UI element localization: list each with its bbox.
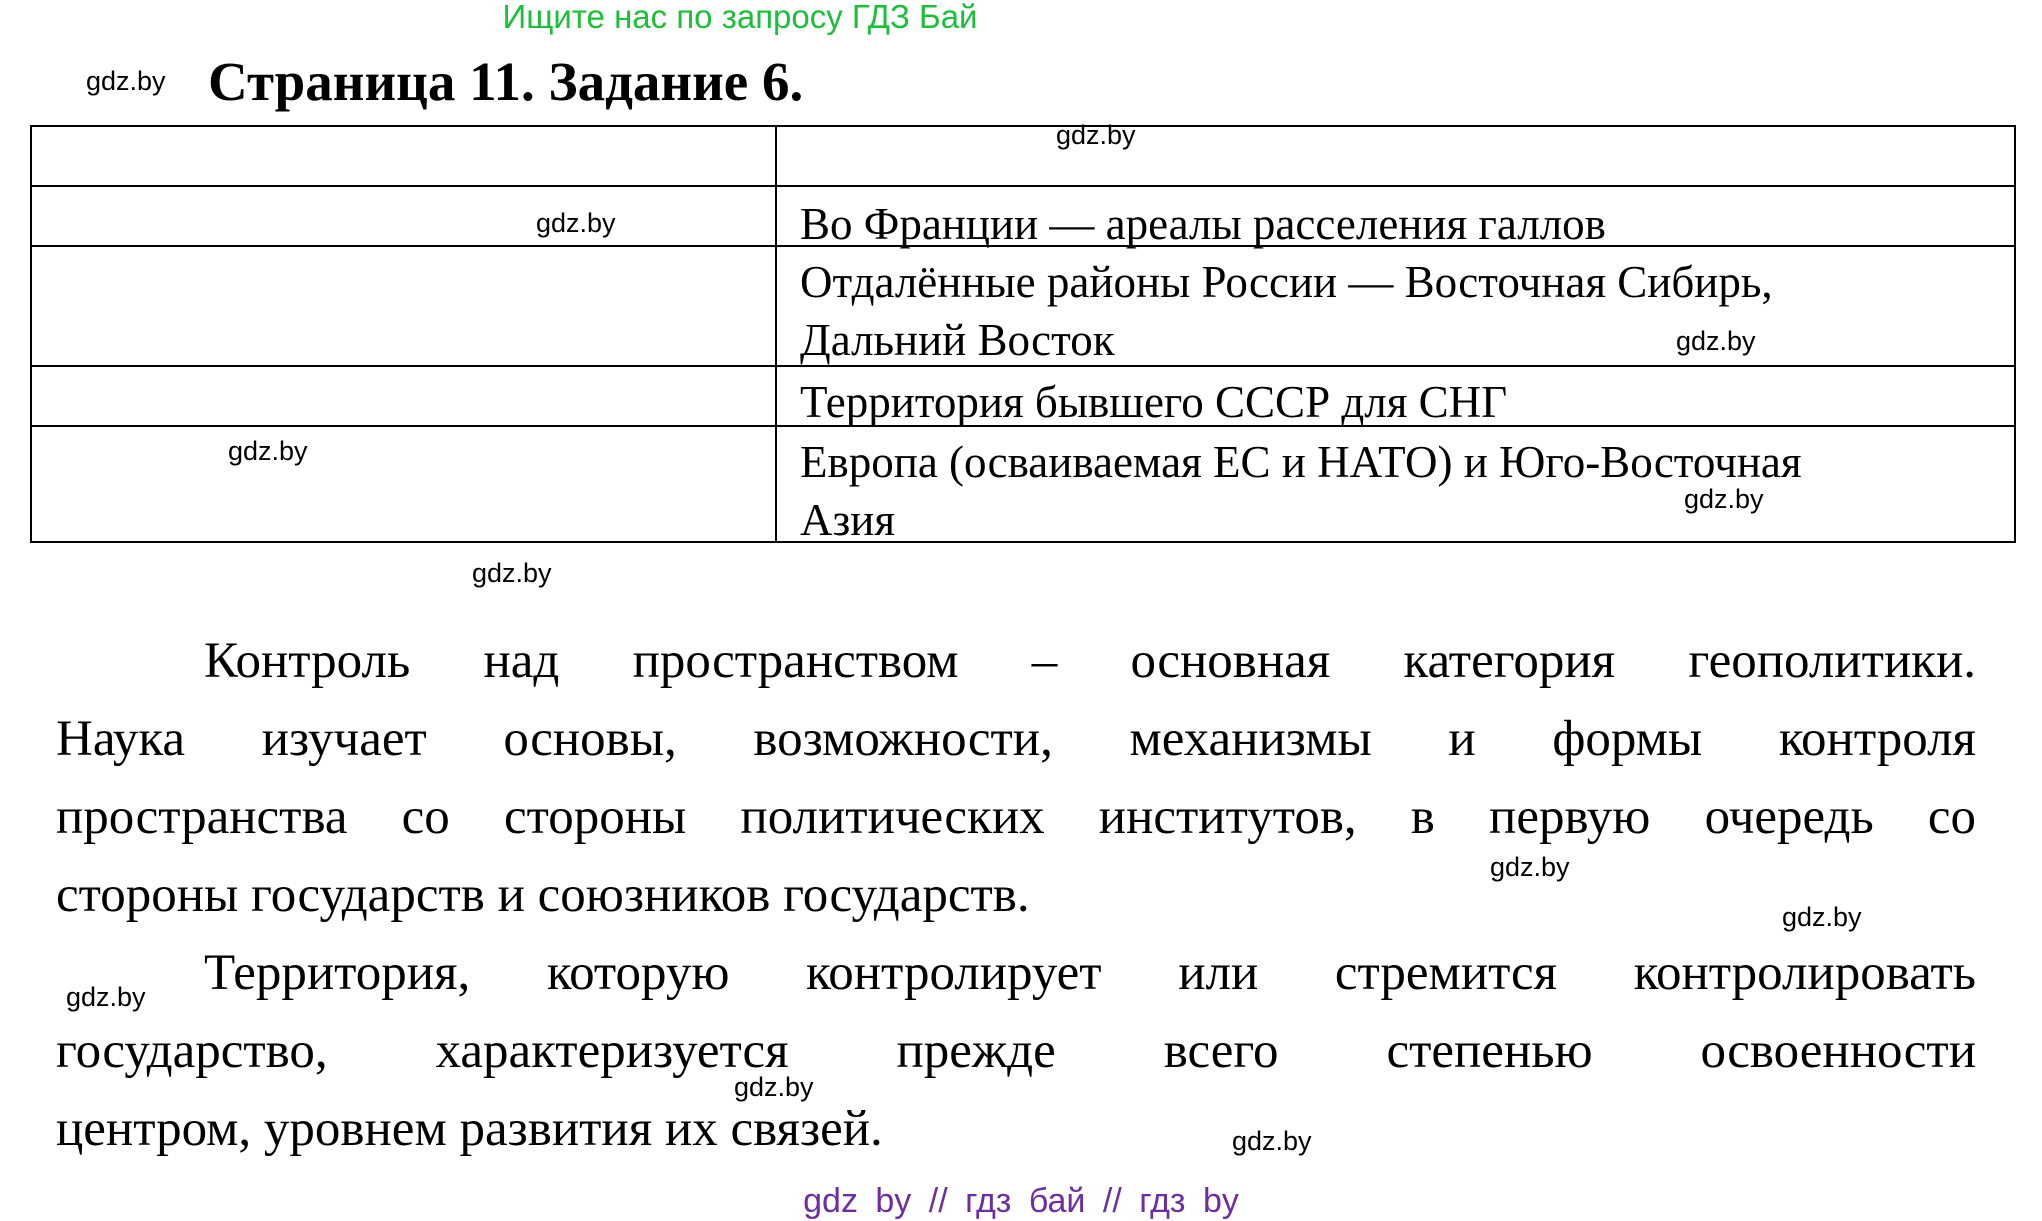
table-cell: Территория бывшего СССР для СНГ xyxy=(800,377,1508,427)
column-divider xyxy=(775,127,777,541)
watermark: gdz.by xyxy=(228,436,308,466)
paragraph-line: Наука изучает основы, возможности, механизмы и формы контроля xyxy=(56,711,1976,767)
watermark: gdz.by xyxy=(1056,120,1136,150)
watermark: gdz.by xyxy=(1676,326,1756,356)
page-title: Страница 11. Задание 6. xyxy=(208,51,804,112)
paragraph-line: Контроль над пространством – основная категория геополитики. xyxy=(204,633,1976,689)
watermark: gdz.by xyxy=(1490,852,1570,882)
watermark: gdz.by xyxy=(1782,902,1862,932)
table-cell: Дальний Восток xyxy=(800,315,1115,365)
watermark: gdz.by xyxy=(536,208,616,238)
watermark: gdz.by xyxy=(86,66,166,96)
table-cell: Отдалённые районы России — Восточная Сибирь, xyxy=(800,257,1773,307)
paragraph-line: центром, уровнем развития их связей. xyxy=(56,1101,883,1157)
footer-watermark: gdz by // гдз бай // гдз by xyxy=(803,1182,1239,1220)
table-cell: Азия xyxy=(800,495,896,545)
paragraph xyxy=(56,622,1976,934)
paragraph-line: Территория, которую контролирует или стремится контролировать xyxy=(204,945,1976,1001)
paragraph-line: государство, характеризуется прежде всего степенью освоенности xyxy=(56,1023,1976,1079)
watermark: gdz.by xyxy=(734,1072,814,1102)
search-banner: Ищите нас по запросу ГДЗ Бай xyxy=(502,0,978,35)
watermark: gdz.by xyxy=(472,558,552,588)
watermark: gdz.by xyxy=(1232,1126,1312,1156)
paragraph xyxy=(56,934,1976,1168)
paragraph-line: пространства со стороны политических институтов, в первую очередь со xyxy=(56,789,1976,845)
row-divider xyxy=(32,185,2014,187)
watermark: gdz.by xyxy=(66,982,146,1012)
paragraph-line: стороны государств и союзников государств. xyxy=(56,867,1030,923)
watermark: gdz.by xyxy=(1684,484,1764,514)
table-cell: Во Франции — ареалы расселения галлов xyxy=(800,199,1606,249)
table-cell: Европа (осваиваемая ЕС и НАТО) и Юго-Восточная xyxy=(800,437,1802,487)
